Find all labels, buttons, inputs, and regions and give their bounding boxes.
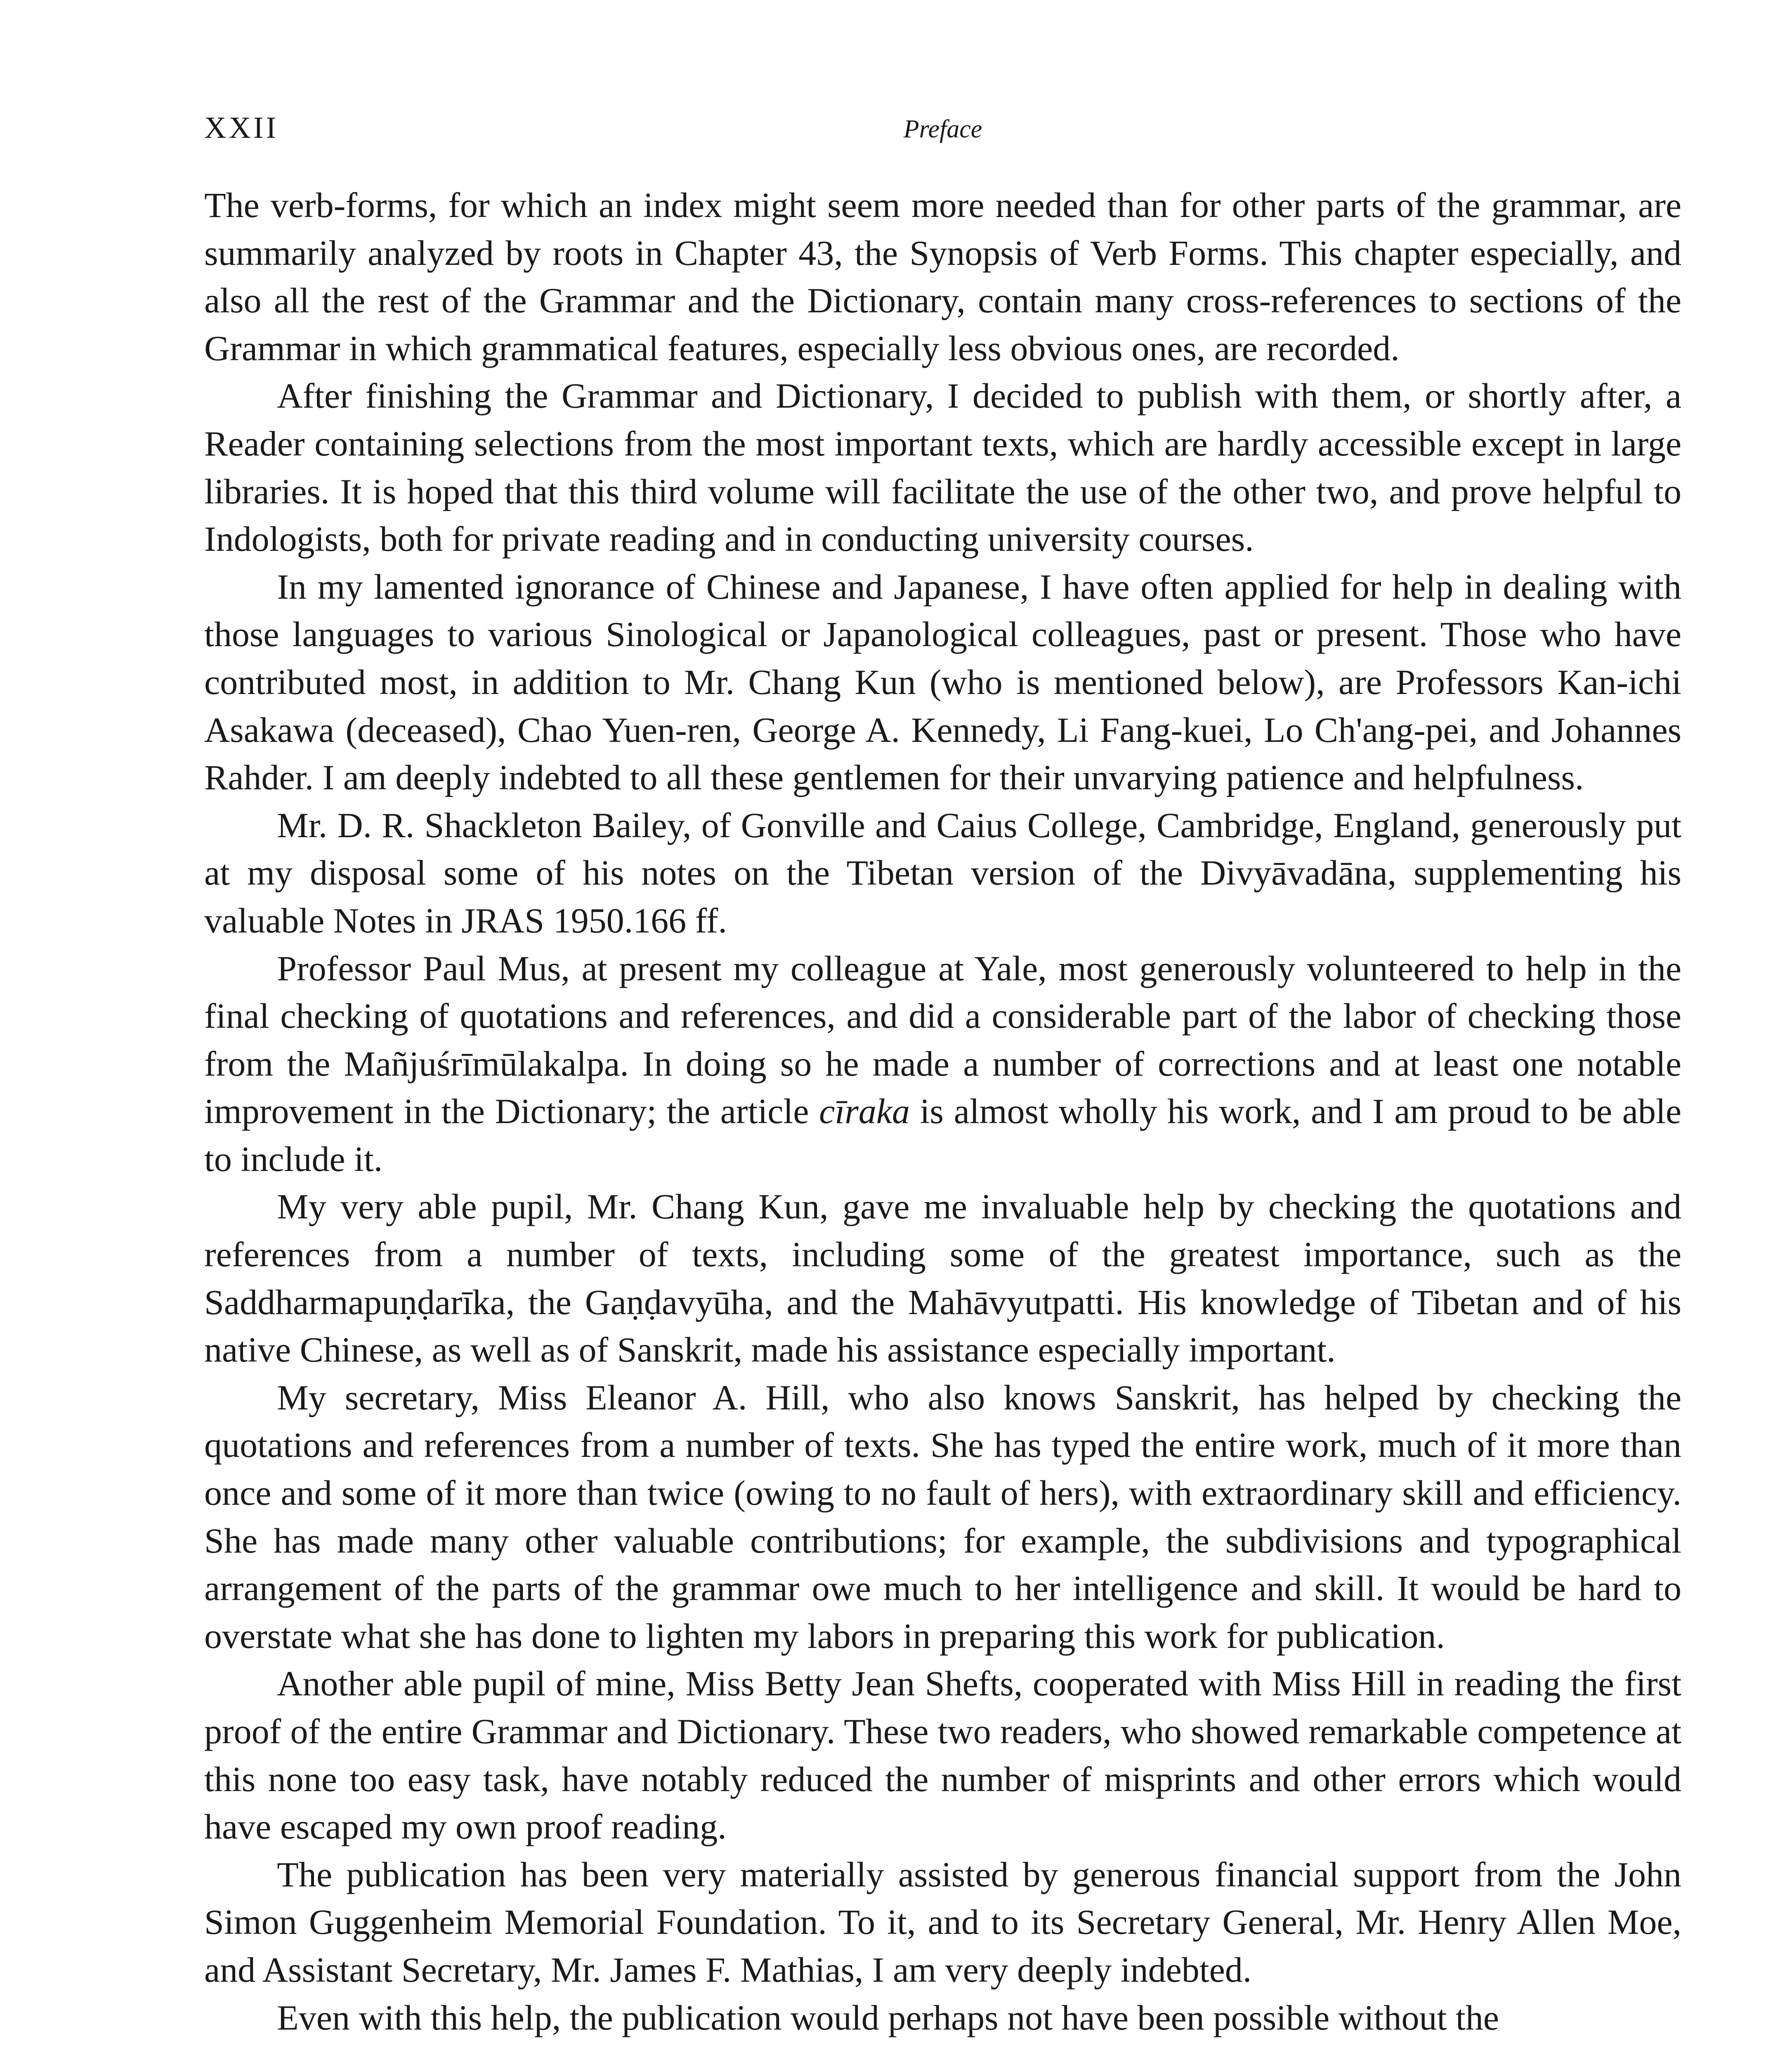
paragraph-paul-mus-text-end: is almost wholly his work, and I am proud to be able to include it. (204, 1091, 1681, 1179)
paragraph-paul-mus-text-start: Professor Paul Mus, at present my colleague at Yale, most generously volunteered to help in the final checking of quotations and references, and did a considerable part of the labor of checking those from the Mañjuśrīmūlakalpa. In doing so he made a number of corrections and at least one notable improvement in the Dictionary; the article (204, 948, 1681, 1131)
paragraph-guggenheim: The publication has been very materially assisted by generous financial support from the John Simon Guggenheim Memorial Foundation. To it, and to its Secretary General, Mr. Henry Allen Moe, and Assistant Secretary, Mr. James F. Mathias, I am very deeply indebted. (204, 1854, 1681, 1990)
running-title: Preface (903, 115, 982, 143)
page-number: XXII (204, 111, 279, 145)
paragraph-shackleton-bailey: Mr. D. R. Shackleton Bailey, of Gonville and Caius College, Cambridge, England, generously put at my disposal some of his notes on the Tibetan version of the Divyāvadāna, supplementing his valuable Notes in JRAS 1950.166 ff. (204, 805, 1681, 940)
italic-term-ciraka: cīraka (819, 1091, 910, 1131)
body-text (204, 182, 1681, 2042)
paragraph-betty-jean-shefts: Another able pupil of mine, Miss Betty Jean Shefts, cooperated with Miss Hill in reading the first proof of the entire Grammar and Dictionary. These two readers, who showed remarkable competence at this none too easy task, have notably reduced the number of misprints and other errors which would have escaped my own proof reading. (204, 1664, 1681, 1847)
paragraph-paul-mus (204, 945, 1681, 1183)
paragraph-verb-forms: The verb-forms, for which an index might seem more needed than for other parts of the grammar, are summarily analyzed by roots in Chapter 43, the Synopsis of Verb Forms. This chapter especially, and also all the rest of the Grammar and the Dictionary, contain many cross-references to sections of the Grammar in which grammatical features, especially less obvious ones, are recorded. (204, 185, 1681, 368)
paragraph-chinese-japanese: In my lamented ignorance of Chinese and Japanese, I have often applied for help in dealing with those languages to various Sinological or Japanological colleagues, past or present. Those who have contributed most, in addition to Mr. Chang Kun (who is mentioned below), are Professors Kan-ichi Asakawa (deceased), Chao Yuen-ren, George A. Kennedy, Li Fang-kuei, Lo Ch'ang-pei, and Johannes Rahder. I am deeply indebted to all these gentlemen for their unvarying patience and helpfulness. (204, 566, 1681, 798)
paragraph-even-with-this-help: Even with this help, the publication would perhaps not have been possible without the (277, 1997, 1499, 2037)
paragraph-reader: After finishing the Grammar and Dictionary, I decided to publish with them, or shortly after, a Reader containing selections from the most important texts, which are hardly accessible except in large libraries. It is hoped that this third volume will facilitate the use of the other two, and prove helpful to Indologists, both for private reading and in conducting university courses. (204, 376, 1681, 559)
running-head (204, 109, 1681, 146)
paragraph-chang-kun: My very able pupil, Mr. Chang Kun, gave me invaluable help by checking the quotations and references from a number of texts, including some of the greatest importance, such as the Saddharmapuṇḍarīka, the Gaṇḍavyūha, and the Mahāvyutpatti. His knowledge of Tibetan and of his native Chinese, as well as of Sanskrit, made his assistance especially important. (204, 1187, 1681, 1370)
paragraph-eleanor-hill: My secretary, Miss Eleanor A. Hill, who also knows Sanskrit, has helped by checking the quotations and references from a number of texts. She has typed the entire work, much of it more than once and some of it more than twice (owing to no fault of hers), with extraordinary skill and efficiency. She has made many other valuable contributions; for example, the subdivisions and typographical arrangement of the parts of the grammar owe much to her intelligence and skill. It would be hard to overstate what she has done to lighten my labors in preparing this work for publication. (204, 1377, 1681, 1656)
